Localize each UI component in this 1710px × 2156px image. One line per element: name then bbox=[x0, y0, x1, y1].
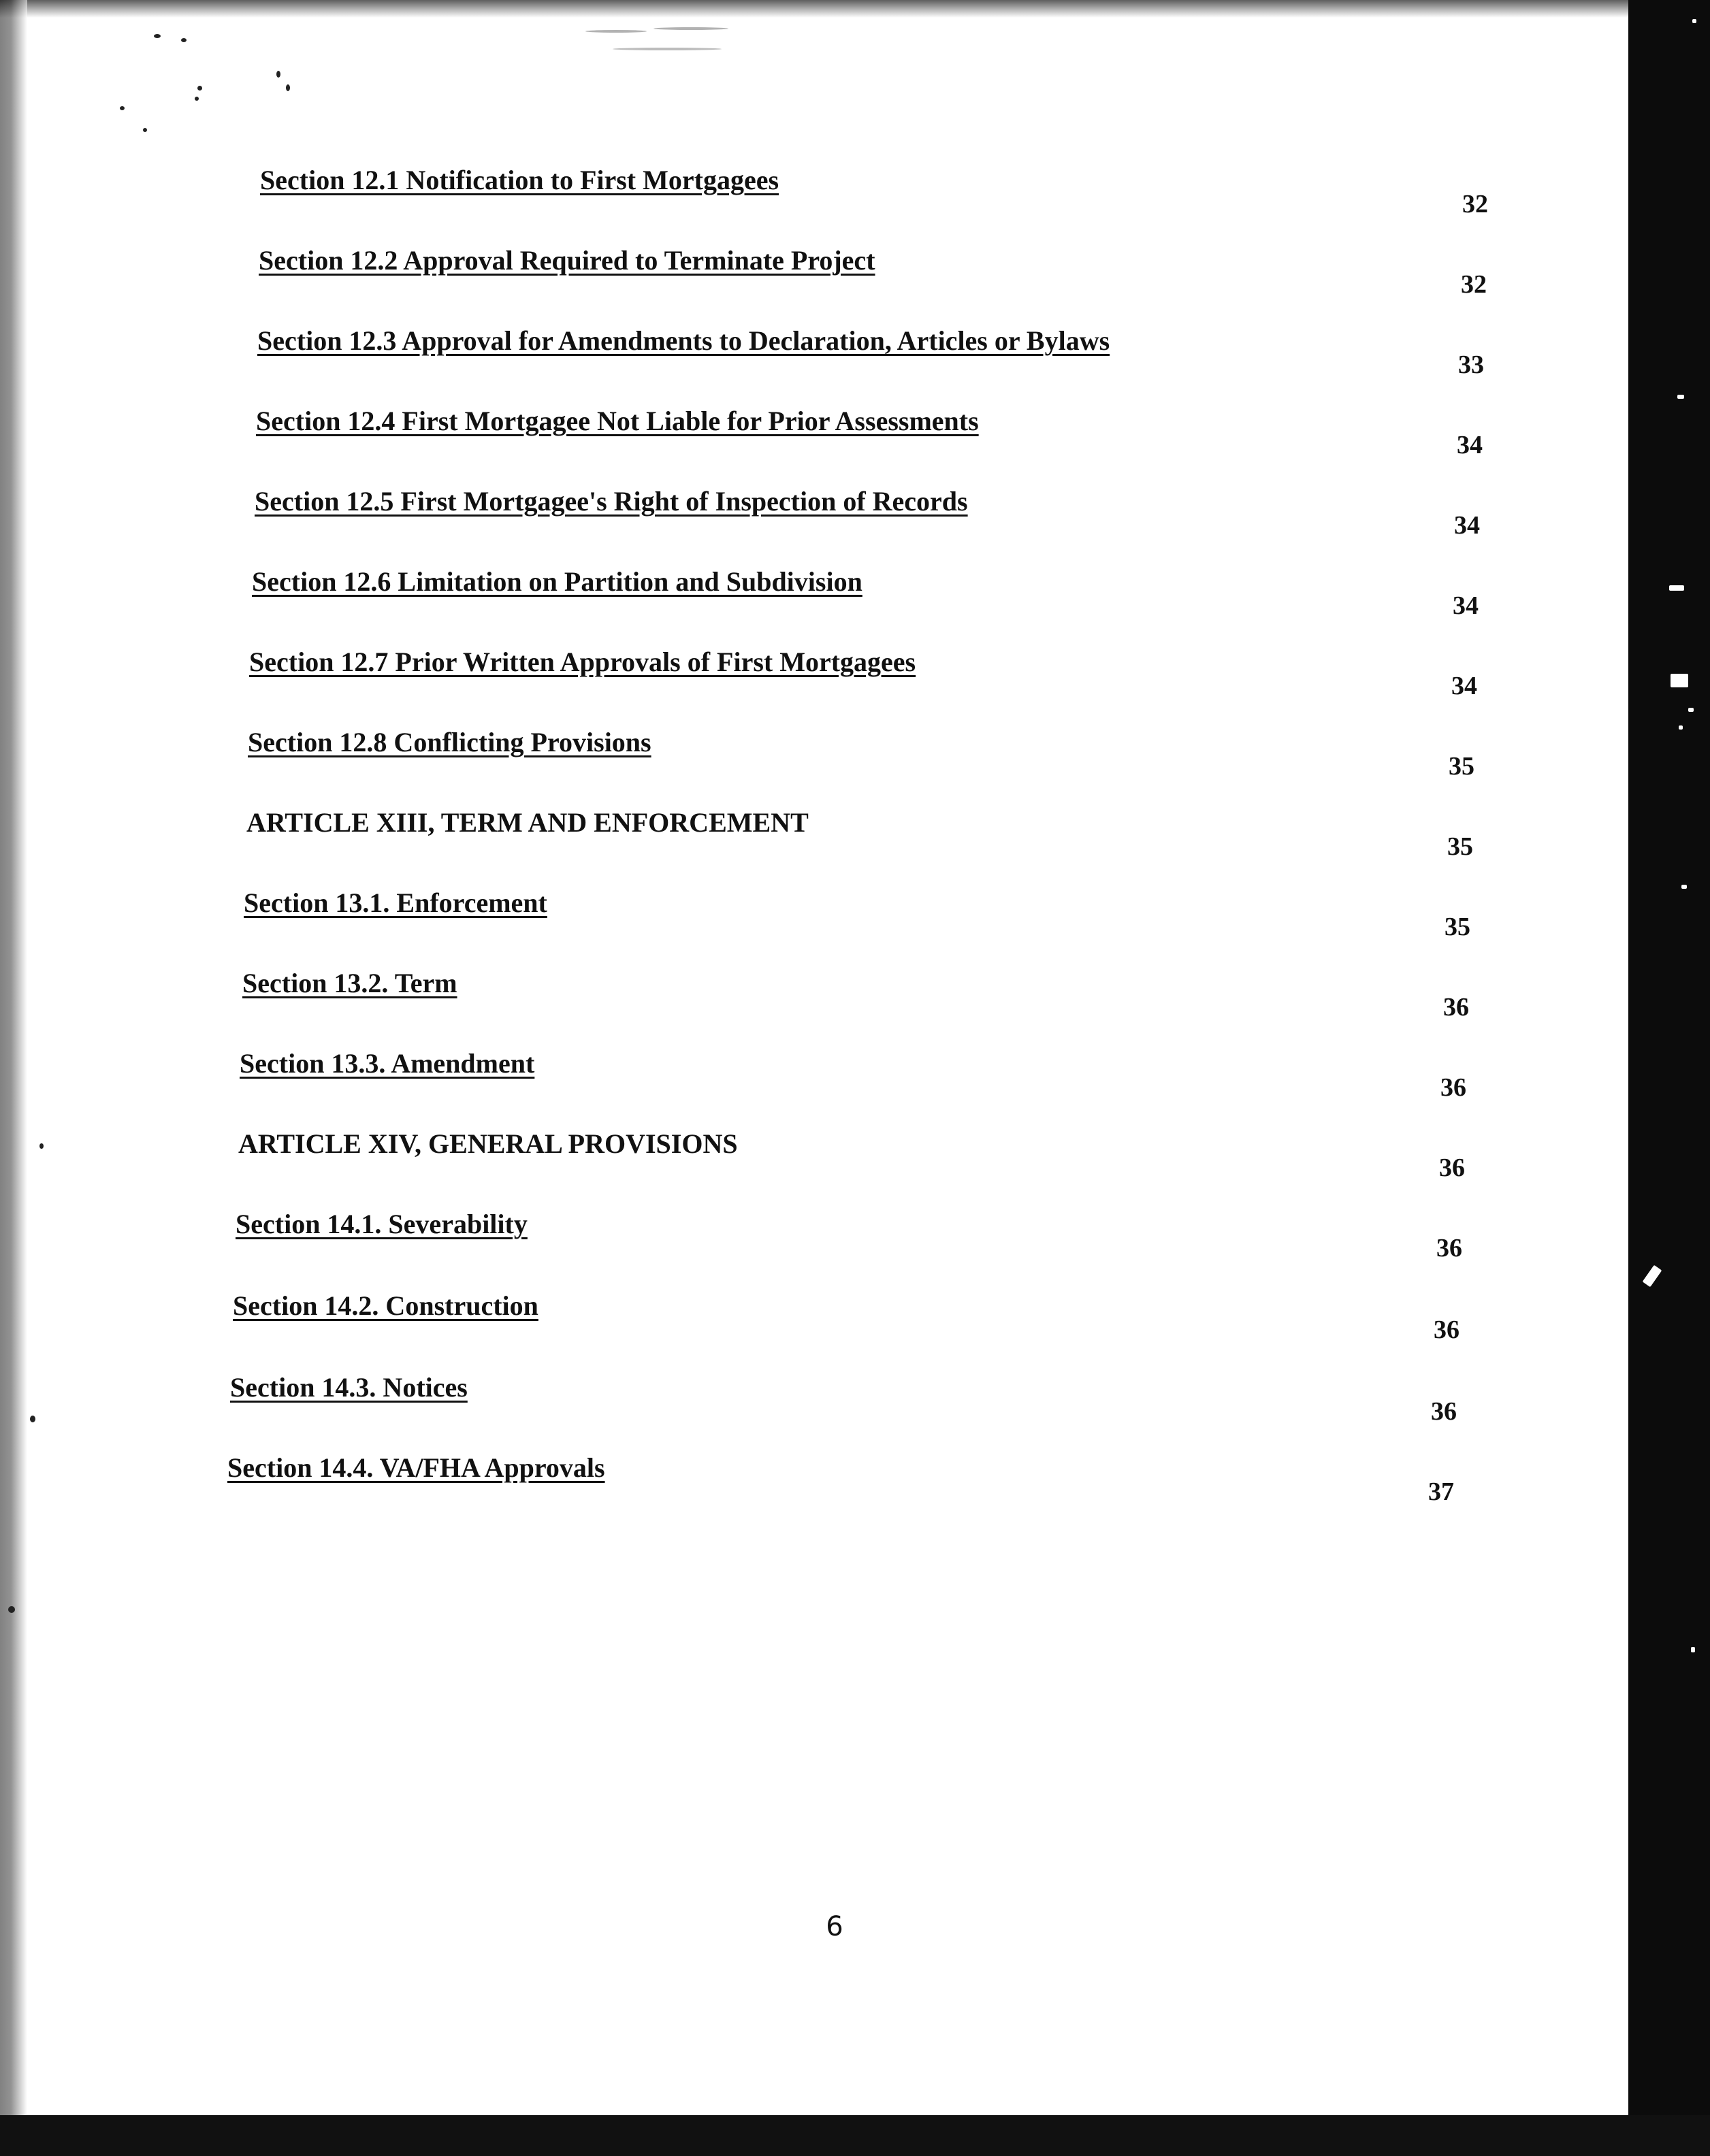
toc-entry-title: Section 14.1. Severability bbox=[236, 1209, 528, 1239]
toc-entry-title: Section 12.6 Limitation on Partition and Subdivision bbox=[252, 566, 862, 597]
toc-article-title: ARTICLE XIII, TERM AND ENFORCEMENT bbox=[246, 807, 809, 838]
toc-entry-page: 36 bbox=[1431, 1397, 1457, 1426]
toc-entry-title: Section 14.2. Construction bbox=[233, 1290, 538, 1321]
scan-speck-white bbox=[1691, 1647, 1695, 1652]
scan-speck bbox=[613, 48, 722, 50]
scan-speck bbox=[286, 84, 290, 91]
toc-entry-title: Section 12.7 Prior Written Approvals of First Mortgagees bbox=[249, 647, 916, 677]
toc-entry-page: 32 bbox=[1462, 190, 1488, 218]
toc-entry-title: Section 13.1. Enforcement bbox=[244, 887, 547, 918]
scan-speck bbox=[195, 97, 199, 101]
scan-speck-white bbox=[1692, 19, 1696, 23]
toc-entry-page: 34 bbox=[1457, 431, 1483, 459]
toc-entry bbox=[0, 1289, 1710, 1364]
toc-entry bbox=[0, 1451, 1710, 1526]
toc-article-title: ARTICLE XIV, GENERAL PROVISIONS bbox=[238, 1128, 738, 1159]
toc-entry bbox=[0, 1127, 1710, 1202]
toc-entry-page: 36 bbox=[1443, 993, 1469, 1022]
page-number: 6 bbox=[826, 1911, 843, 1942]
toc-entry bbox=[0, 725, 1710, 800]
toc-entry-title: Section 12.2 Approval Required to Terminate Project bbox=[259, 245, 875, 276]
scan-edge-bottom bbox=[0, 2115, 1710, 2156]
scan-speck bbox=[154, 34, 161, 38]
toc-entry bbox=[0, 886, 1710, 961]
scan-speck bbox=[197, 86, 202, 91]
toc-entry bbox=[0, 966, 1710, 1041]
toc-entry-page: 37 bbox=[1428, 1477, 1454, 1506]
scan-edge-top bbox=[0, 0, 1710, 18]
scan-speck bbox=[143, 128, 147, 132]
toc-entry-page: 36 bbox=[1434, 1316, 1459, 1344]
toc-entry-page: 34 bbox=[1453, 591, 1479, 620]
toc-entry-page: 35 bbox=[1445, 913, 1470, 941]
toc-entry bbox=[0, 806, 1710, 881]
toc-entry-page: 35 bbox=[1447, 832, 1473, 861]
toc-entry-page: 36 bbox=[1436, 1234, 1462, 1262]
toc-entry bbox=[0, 1371, 1710, 1446]
toc-entry-title: Section 14.3. Notices bbox=[230, 1372, 468, 1403]
scan-speck bbox=[276, 71, 280, 78]
toc-entry-title: Section 12.4 First Mortgagee Not Liable for Prior Assessments bbox=[256, 406, 979, 436]
toc-entry-title: Section 13.3. Amendment bbox=[240, 1048, 535, 1079]
toc-entry-page: 35 bbox=[1449, 752, 1474, 781]
toc-entry-title: Section 14.4. VA/FHA Approvals bbox=[227, 1452, 605, 1483]
toc-entry-title: Section 12.8 Conflicting Provisions bbox=[248, 727, 651, 757]
toc-entry-page: 34 bbox=[1451, 672, 1477, 700]
toc-entry-title: Section 12.1 Notification to First Mortgagees bbox=[260, 165, 779, 195]
toc-entry-page: 36 bbox=[1440, 1073, 1466, 1102]
toc-entry-page: 34 bbox=[1454, 511, 1480, 540]
toc-entry bbox=[0, 324, 1710, 399]
toc-entry-page: 32 bbox=[1461, 270, 1487, 299]
toc-entry-title: Section 12.5 First Mortgagee's Right of Inspection of Records bbox=[255, 486, 968, 517]
toc-entry bbox=[0, 1207, 1710, 1282]
toc-entry-title: Section 12.3 Approval for Amendments to Declaration, Articles or Bylaws bbox=[257, 325, 1110, 356]
toc-entry bbox=[0, 163, 1710, 238]
toc-entry bbox=[0, 404, 1710, 479]
toc-entry bbox=[0, 244, 1710, 318]
toc-entry-title: Section 13.2. Term bbox=[242, 968, 457, 998]
toc-entry bbox=[0, 645, 1710, 720]
scan-speck bbox=[120, 106, 125, 110]
toc-entry bbox=[0, 485, 1710, 559]
scan-speck bbox=[654, 27, 728, 30]
scan-speck bbox=[181, 38, 187, 42]
toc-entry-page: 33 bbox=[1458, 350, 1484, 379]
table-of-contents bbox=[0, 163, 1710, 1592]
scan-speck bbox=[585, 30, 647, 33]
scan-speck bbox=[8, 1606, 15, 1613]
toc-entry bbox=[0, 565, 1710, 640]
toc-entry bbox=[0, 1047, 1710, 1122]
toc-entry-page: 36 bbox=[1439, 1154, 1465, 1182]
